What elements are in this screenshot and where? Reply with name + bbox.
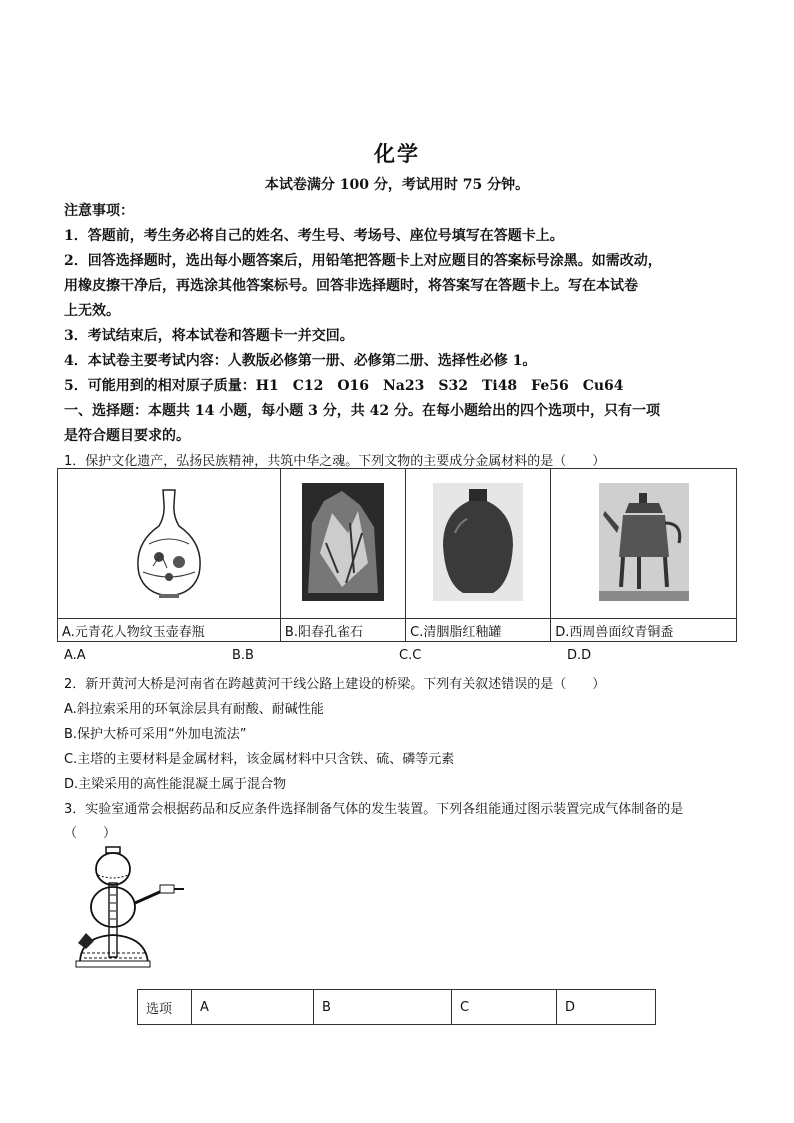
- section-heading-line1: 一、选择题：本题共 14 小题，每小题 3 分，共 42 分。在每小题给出的四个选项中，只有一项: [64, 403, 660, 419]
- q3-options-table: [137, 989, 656, 1025]
- q1-option-c[interactable]: C.C: [399, 648, 422, 663]
- note-item-2-line3: 上无效。: [64, 303, 120, 319]
- q3-header-a: A: [192, 990, 314, 1025]
- q1-image-c: [406, 469, 551, 619]
- q1-caption-d: D.西周兽面纹青铜盉: [551, 619, 737, 642]
- exam-info: 本试卷满分 100 分，考试用时 75 分钟。: [264, 177, 530, 193]
- q3-stem-line2: （ ）: [64, 826, 117, 841]
- note-item-4: 4．本试卷主要考试内容：人教版必修第一册、必修第二册、选择性必修 1。: [64, 353, 537, 369]
- q3-stem-line1: 3．实验室通常会根据药品和反应条件选择制备气体的发生装置。下列各组能通过图示装置完成气体制备的是: [64, 802, 684, 817]
- notes-heading: 注意事项：: [64, 203, 134, 219]
- q3-header-d: D: [557, 990, 656, 1025]
- q2-stem: 2．新开黄河大桥是河南省在跨越黄河干线公路上建设的桥梁。下列有关叙述错误的是（ ）: [64, 677, 606, 692]
- q1-option-a[interactable]: A.A: [64, 648, 86, 663]
- q3-header-c: C: [452, 990, 557, 1025]
- q2-option-d[interactable]: D.主梁采用的高性能混凝土属于混合物: [64, 777, 287, 792]
- q1-option-d[interactable]: D.D: [567, 648, 592, 663]
- porcelain-vase-image: [119, 482, 219, 602]
- bronze-vessel-image: [599, 483, 689, 601]
- q2-option-a[interactable]: A.斜拉索采用的环氧涂层具有耐酸、耐碱性能: [64, 702, 324, 717]
- q1-stem: 1．保护文化遗产，弘扬民族精神，共筑中华之魂。下列文物的主要成分金属材料的是（ ）: [64, 454, 606, 469]
- q3-header-b: B: [314, 990, 452, 1025]
- q2-option-c[interactable]: C.主塔的主要材料是金属材料，该金属材料中只含铁、硫、磷等元素: [64, 752, 455, 767]
- q1-image-d: [551, 469, 737, 619]
- q1-caption-a: A.元青花人物纹玉壶春瓶: [58, 619, 281, 642]
- note-item-3: 3．考试结束后，将本试卷和答题卡一并交回。: [64, 328, 354, 344]
- q1-caption-b: B.阳春孔雀石: [280, 619, 405, 642]
- q1-image-a: [58, 469, 281, 619]
- note-item-2-line2: 用橡皮擦干净后，再选涂其他答案标号。回答非选择题时，将答案写在答题卡上。写在本试卷: [64, 278, 638, 294]
- q1-caption-c: C.清胭脂红釉罐: [406, 619, 551, 642]
- q2-option-b[interactable]: B.保护大桥可采用“外加电流法”: [64, 727, 247, 742]
- q1-image-b: [280, 469, 405, 619]
- section-heading-line2: 是符合题目要求的。: [64, 428, 190, 444]
- note-item-2-line1: 2．回答选择题时，选出每小题答案后，用铅笔把答题卡上对应题目的答案标号涂黑。如需改动，: [64, 253, 662, 269]
- note-item-1: 1．答题前，考生务必将自己的姓名、考生号、考场号、座位号填写在答题卡上。: [64, 228, 564, 244]
- malachite-image: [302, 483, 384, 601]
- q1-option-b[interactable]: B.B: [232, 648, 254, 663]
- q3-header-label: 选项: [138, 990, 192, 1025]
- q1-image-table: [57, 468, 737, 642]
- red-glaze-jar-image: [433, 483, 523, 601]
- kipp-apparatus-diagram: [72, 845, 192, 977]
- note-item-5: 5．可能用到的相对原子质量：H1 C12 O16 Na23 S32 Ti48 Fe56 Cu64: [64, 378, 624, 394]
- page-title: 化学: [374, 141, 420, 166]
